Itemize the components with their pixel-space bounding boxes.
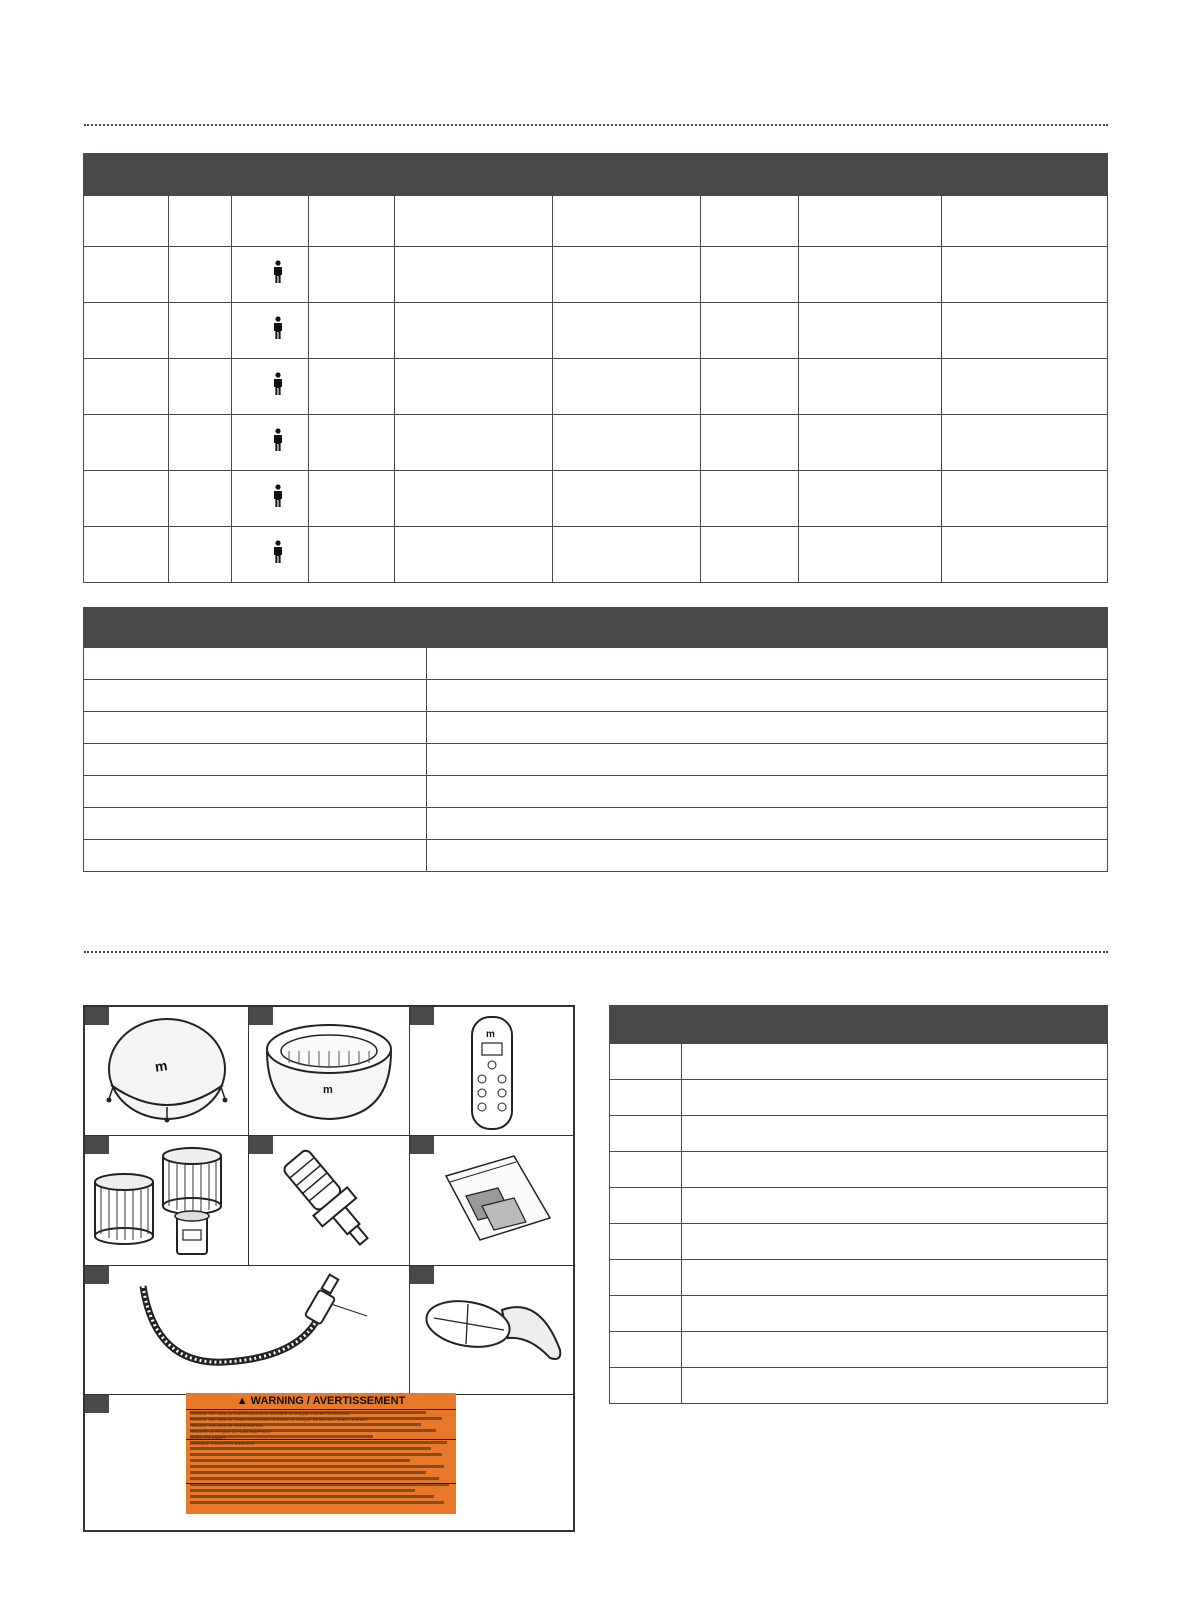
svg-text:m: m <box>323 1084 333 1096</box>
spec-col-8 <box>799 196 942 247</box>
info-table-header <box>84 608 1108 648</box>
table-row <box>610 1080 1108 1116</box>
part-number-tag <box>85 1395 109 1413</box>
person-icon <box>272 428 284 452</box>
part-number-tag <box>410 1136 434 1154</box>
part-cell-6 <box>409 1135 574 1266</box>
table-row <box>610 1296 1108 1332</box>
spec-table-column-headers <box>84 196 1108 247</box>
parts-list-header <box>610 1006 1108 1044</box>
person-icon <box>272 260 284 284</box>
table-row <box>84 247 1108 303</box>
spec-col-7 <box>701 196 799 247</box>
table-row <box>84 415 1108 471</box>
table-row <box>84 744 1108 776</box>
inflation-hose-image <box>85 1266 409 1394</box>
spec-col-2 <box>168 196 231 247</box>
table-row <box>610 1152 1108 1188</box>
spec-table-header-band <box>84 154 1108 196</box>
repair-patch-kit-image <box>410 1136 573 1265</box>
part-number-tag <box>249 1136 273 1154</box>
drain-adapter-image <box>249 1136 409 1265</box>
spec-col-4 <box>308 196 394 247</box>
table-row <box>610 1188 1108 1224</box>
spa-cover-image <box>85 1007 248 1135</box>
table-row <box>84 776 1108 808</box>
warning-heading-7: WHEN PREGNANT <box>190 1435 226 1440</box>
parts-list-table <box>609 1005 1108 1404</box>
part-cell-4 <box>84 1135 249 1266</box>
part-number-tag <box>410 1007 434 1025</box>
table-row <box>610 1368 1108 1404</box>
svg-text:m: m <box>486 1029 495 1040</box>
warning-heading-5: REDUCE THE RISK OF OVERHEATING <box>190 1423 263 1428</box>
spa-tub-image <box>249 1007 409 1135</box>
person-icon <box>272 540 284 564</box>
warning-divider <box>186 1483 456 1484</box>
table-row <box>84 840 1108 872</box>
spec-table <box>83 153 1108 583</box>
part-number-tag <box>410 1266 434 1284</box>
table-row <box>84 808 1108 840</box>
table-row <box>84 527 1108 583</box>
part-number-tag <box>85 1266 109 1284</box>
warning-divider <box>186 1439 456 1440</box>
warning-heading-6: RÉDUIRE LE RISQUE DE SURCHAUFFAGE <box>190 1429 272 1434</box>
table-row <box>84 712 1108 744</box>
table-row <box>84 303 1108 359</box>
part-number-tag <box>85 1136 109 1154</box>
part-cell-1 <box>84 1006 249 1136</box>
person-icon <box>272 484 284 508</box>
filter-cartridges-image <box>85 1136 248 1265</box>
spec-col-1 <box>84 196 169 247</box>
warning-heading-3: REDUCE THE RISK OF CHILD DROWNING <box>190 1417 270 1422</box>
warning-heading-2: RÉDUIRE LE RISQUE D'ÉLECTROCUTION <box>269 1411 349 1416</box>
section-divider-top <box>84 124 1108 126</box>
table-row <box>84 471 1108 527</box>
part-cell-8 <box>409 1265 574 1395</box>
table-row <box>84 680 1108 712</box>
person-icon <box>272 372 284 396</box>
table-row <box>610 1332 1108 1368</box>
warning-heading-4: RÉDUIRE LE RISQUE DE NOYADE CHEZ L'ENFANT <box>271 1417 368 1422</box>
warning-heading-8: LORSQUE VOUS ÊTES ENCEINTE <box>190 1441 255 1446</box>
table-row <box>84 648 1108 680</box>
spec-col-3 <box>231 196 308 247</box>
spec-col-6 <box>552 196 701 247</box>
part-cell-5 <box>248 1135 410 1266</box>
part-cell-7 <box>84 1265 410 1395</box>
part-cell-2 <box>248 1006 410 1136</box>
table-row <box>610 1044 1108 1080</box>
info-table <box>83 607 1108 872</box>
table-row <box>84 359 1108 415</box>
warning-label-title: ▲ WARNING / AVERTISSEMENT <box>236 1395 406 1407</box>
table-row <box>610 1116 1108 1152</box>
svg-text:m: m <box>153 1057 169 1075</box>
warning-divider <box>186 1409 456 1410</box>
warning-label <box>186 1393 456 1514</box>
remote-control-image <box>410 1007 573 1135</box>
cleaning-scoop-image <box>410 1266 573 1394</box>
table-row <box>610 1260 1108 1296</box>
table-row <box>610 1224 1108 1260</box>
part-cell-3 <box>409 1006 574 1136</box>
part-number-tag <box>249 1007 273 1025</box>
warning-heading-1: REDUCE THE RISK OF ELECTROCUTION <box>190 1411 269 1416</box>
part-number-tag <box>85 1007 109 1025</box>
spec-col-9 <box>942 196 1108 247</box>
section-divider-parts <box>84 951 1108 953</box>
spec-col-5 <box>394 196 552 247</box>
person-icon <box>272 316 284 340</box>
